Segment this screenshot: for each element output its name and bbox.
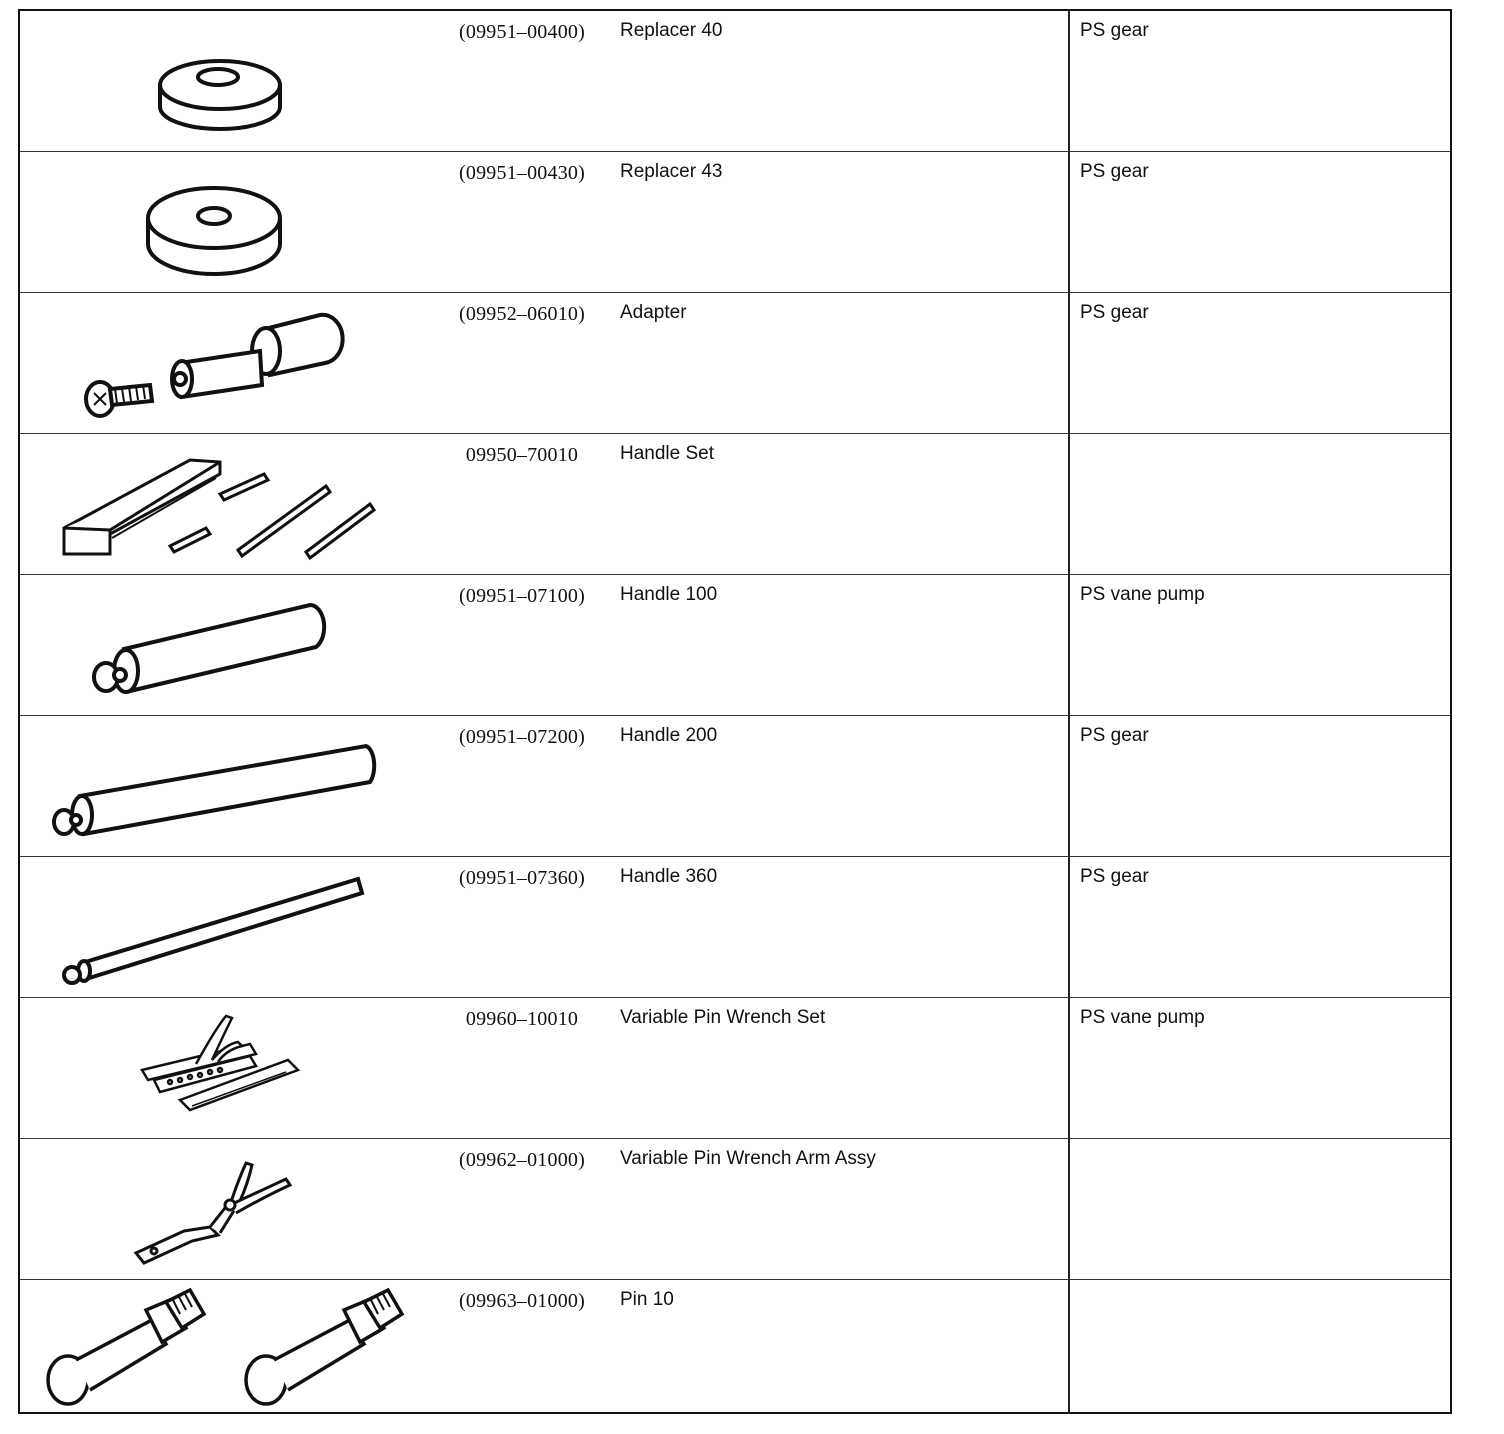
- pin-wrench-set-icon: [20, 998, 430, 1138]
- table-row: [20, 293, 1450, 434]
- application: PS gear: [1080, 20, 1149, 41]
- tool-name: Handle 360: [620, 866, 718, 887]
- application: PS gear: [1080, 725, 1149, 746]
- application: PS vane pump: [1080, 584, 1205, 605]
- part-number: (09962–01000): [459, 1149, 585, 1171]
- part-number: (09951–07100): [459, 585, 585, 607]
- replacer-ring-icon: [20, 11, 430, 151]
- tool-name: Handle Set: [620, 443, 715, 464]
- part-number: 09950–70010: [465, 444, 579, 466]
- part-number: (09951–07360): [459, 867, 585, 889]
- tool-name: Replacer 43: [620, 161, 723, 182]
- table-row: [20, 11, 1450, 152]
- part-number: (09963–01000): [459, 1290, 585, 1312]
- tool-name: Replacer 40: [620, 20, 723, 41]
- replacer-ring-icon: [20, 152, 430, 292]
- application: PS vane pump: [1080, 1007, 1205, 1028]
- application: PS gear: [1080, 161, 1149, 182]
- table-row: [20, 575, 1450, 716]
- tool-name: Variable Pin Wrench Arm Assy: [620, 1148, 876, 1169]
- handle-360-icon: [20, 857, 430, 997]
- pin-wrench-arm-icon: [20, 1139, 430, 1279]
- table-row: [20, 1280, 1450, 1421]
- part-number: (09951–00430): [459, 162, 585, 184]
- application: PS gear: [1080, 866, 1149, 887]
- pin-10-icon: [20, 1280, 430, 1420]
- table-row: [20, 716, 1450, 857]
- handle-set-icon: [20, 434, 430, 574]
- table-row: [20, 1139, 1450, 1280]
- handle-200-icon: [20, 716, 430, 856]
- table-row: [20, 434, 1450, 575]
- adapter-icon: [20, 293, 430, 433]
- tool-name: Adapter: [620, 302, 687, 323]
- part-number: (09951–00400): [459, 21, 585, 43]
- table-row: [20, 857, 1450, 998]
- part-number: (09951–07200): [459, 726, 585, 748]
- tool-name: Handle 100: [620, 584, 718, 605]
- table-row: [20, 998, 1450, 1139]
- tool-name: Handle 200: [620, 725, 718, 746]
- part-number: 09960–10010: [465, 1008, 579, 1030]
- application: PS gear: [1080, 302, 1149, 323]
- handle-100-icon: [20, 575, 430, 715]
- table-row: [20, 152, 1450, 293]
- tool-name: Pin 10: [620, 1289, 674, 1310]
- special-service-tools-table: [18, 9, 1452, 1414]
- tool-name: Variable Pin Wrench Set: [620, 1007, 826, 1028]
- part-number: (09952–06010): [459, 303, 585, 325]
